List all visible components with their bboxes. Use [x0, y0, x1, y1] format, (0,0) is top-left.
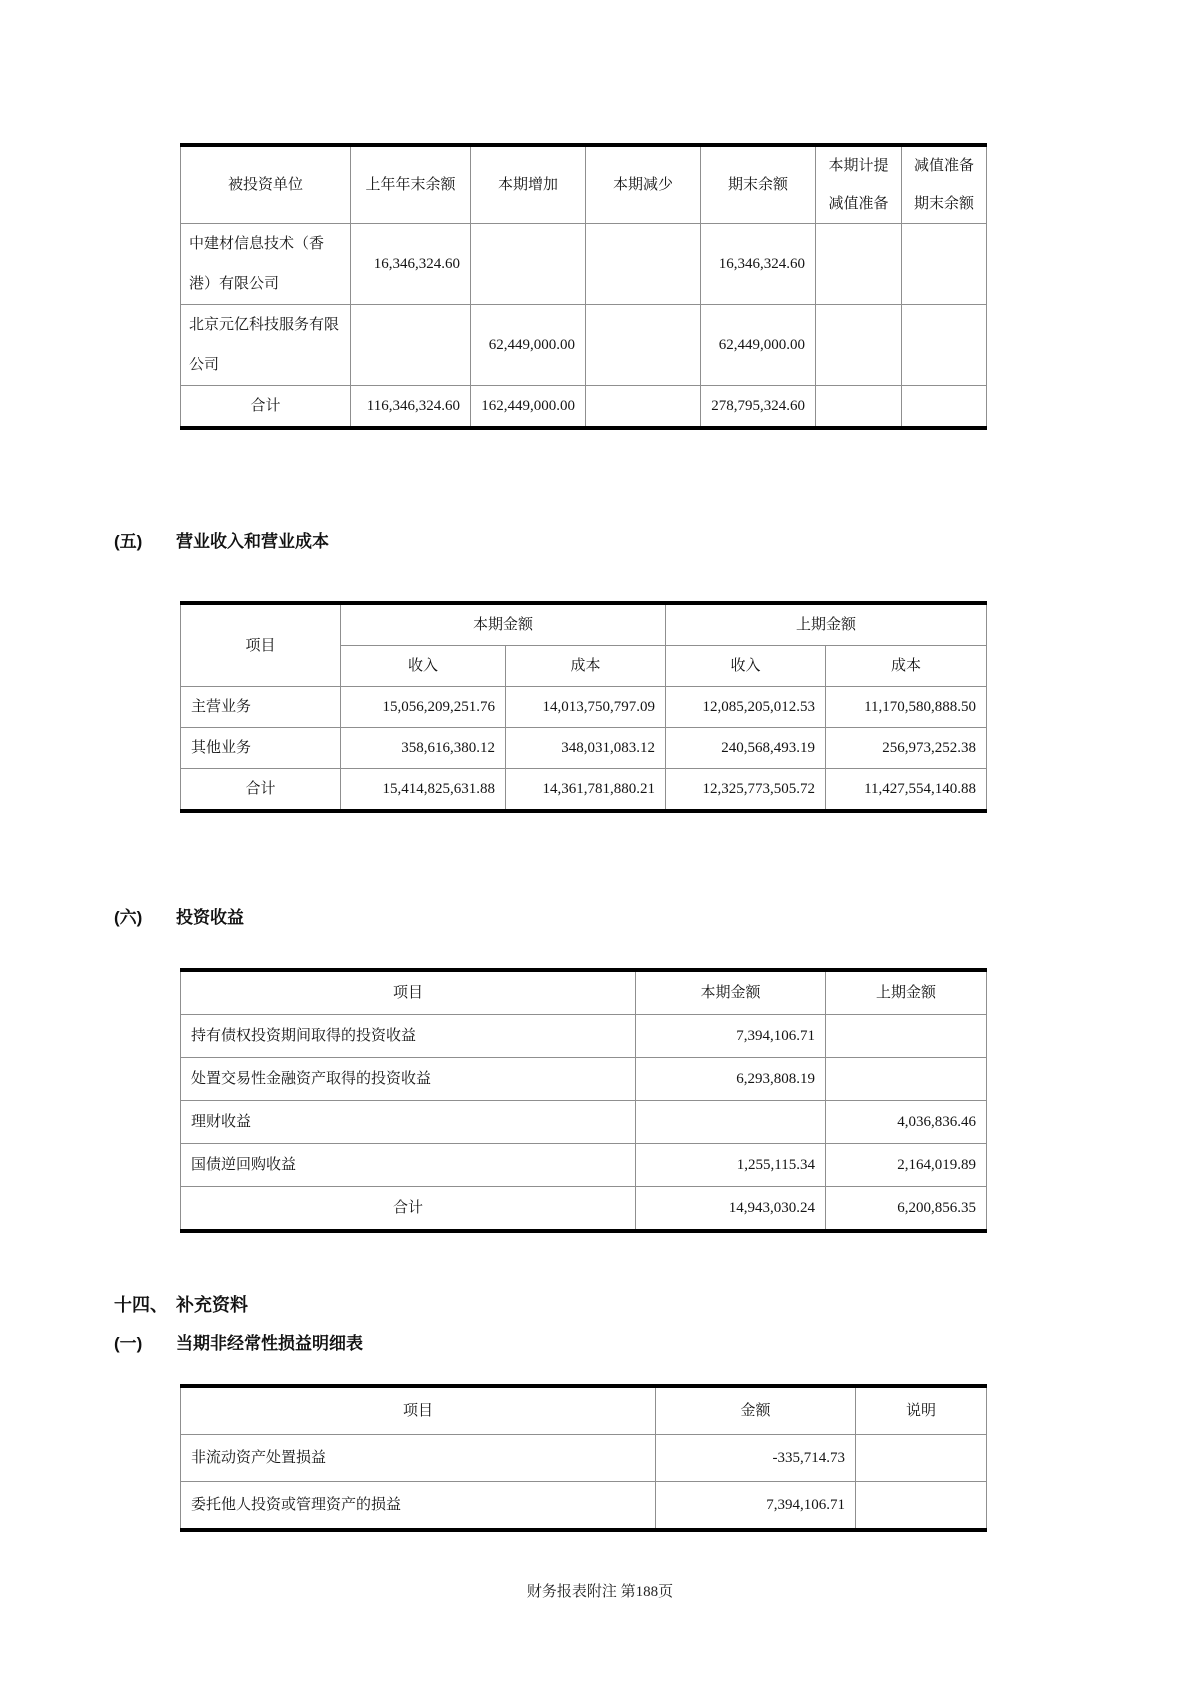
amount-cell [586, 386, 701, 429]
table-row [181, 1144, 987, 1187]
table-row [181, 687, 987, 728]
amount-cell [586, 224, 701, 305]
header-line: 减值准备 [828, 196, 889, 212]
page-footer: 财务报表附注 第188页 [526, 1584, 674, 1600]
amount-cell: 348,031,083.12 [506, 728, 666, 769]
non-recurring-items-table [180, 1384, 987, 1532]
column-header: 本期减少 [586, 145, 701, 224]
note-cell [856, 1482, 987, 1531]
section-14-heading [114, 1291, 248, 1317]
total-label: 合计 [181, 386, 351, 429]
table-row [181, 1482, 987, 1531]
header-row [181, 1386, 987, 1435]
section-number: (五) [114, 532, 143, 551]
revenue-cost-table [180, 601, 987, 813]
table-row [181, 305, 987, 386]
amount-cell [586, 305, 701, 386]
total-row [181, 386, 987, 429]
amount-cell: 14,943,030.24 [636, 1187, 826, 1232]
table-row [181, 1015, 987, 1058]
amount-cell: 12,085,205,012.53 [666, 687, 826, 728]
amount-cell [816, 386, 902, 429]
amount-cell: 116,346,324.60 [351, 386, 471, 429]
item-cell: 主营业务 [181, 687, 341, 728]
amount-cell: -335,714.73 [656, 1435, 856, 1482]
amount-cell: 16,346,324.60 [351, 224, 471, 305]
column-header: 收入 [666, 646, 826, 687]
amount-cell [636, 1101, 826, 1144]
amount-cell: 12,325,773,505.72 [666, 769, 826, 812]
total-row [181, 1187, 987, 1232]
amount-cell: 256,973,252.38 [826, 728, 987, 769]
amount-cell: 14,013,750,797.09 [506, 687, 666, 728]
amount-cell: 358,616,380.12 [341, 728, 506, 769]
amount-cell [826, 1015, 987, 1058]
table-row [181, 1435, 987, 1482]
amount-cell [902, 386, 987, 429]
column-header: 本期增加 [471, 145, 586, 224]
amount-cell: 2,164,019.89 [826, 1144, 987, 1187]
column-header [902, 145, 987, 224]
section-title: 当期非经常性损益明细表 [176, 1334, 363, 1353]
amount-cell: 14,361,781,880.21 [506, 769, 666, 812]
column-header: 说明 [856, 1386, 987, 1435]
header-line: 减值准备 [913, 158, 974, 174]
item-cell: 其他业务 [181, 728, 341, 769]
amount-cell [816, 305, 902, 386]
total-label: 合计 [181, 1187, 636, 1232]
item-cell: 委托他人投资或管理资产的损益 [181, 1482, 656, 1531]
column-header: 本期金额 [341, 603, 666, 646]
item-cell: 持有债权投资期间取得的投资收益 [181, 1015, 636, 1058]
column-header: 项目 [181, 603, 341, 687]
amount-cell: 62,449,000.00 [701, 305, 816, 386]
total-row [181, 769, 987, 812]
item-cell: 北京元亿科技服务有限公司 [181, 305, 351, 386]
header-row [181, 145, 987, 224]
amount-cell [816, 224, 902, 305]
header-row [181, 603, 987, 646]
amount-cell: 6,200,856.35 [826, 1187, 987, 1232]
section-title: 补充资料 [176, 1295, 248, 1315]
invested-units-table [180, 143, 987, 430]
section-6-heading [114, 903, 244, 928]
amount-cell: 6,293,808.19 [636, 1058, 826, 1101]
amount-cell: 278,795,324.60 [701, 386, 816, 429]
amount-cell: 7,394,106.71 [656, 1482, 856, 1531]
note-cell [856, 1435, 987, 1482]
amount-cell [351, 305, 471, 386]
total-label: 合计 [181, 769, 341, 812]
column-header: 上年年末余额 [351, 145, 471, 224]
amount-cell: 4,036,836.46 [826, 1101, 987, 1144]
amount-cell: 7,394,106.71 [636, 1015, 826, 1058]
amount-cell: 16,346,324.60 [701, 224, 816, 305]
item-cell: 非流动资产处置损益 [181, 1435, 656, 1482]
table-row [181, 1101, 987, 1144]
column-header: 上期金额 [666, 603, 987, 646]
item-cell: 处置交易性金融资产取得的投资收益 [181, 1058, 636, 1101]
column-header: 期末余额 [701, 145, 816, 224]
section-14-1-heading [114, 1329, 363, 1354]
amount-cell [471, 224, 586, 305]
column-header [816, 145, 902, 224]
header-row [181, 970, 987, 1015]
section-number: (六) [114, 908, 143, 927]
section-number: 十四、 [114, 1295, 168, 1315]
column-header: 成本 [826, 646, 987, 687]
table-row [181, 1058, 987, 1101]
section-title: 投资收益 [176, 908, 244, 927]
column-header: 成本 [506, 646, 666, 687]
item-cell: 国债逆回购收益 [181, 1144, 636, 1187]
section-number: (一) [114, 1334, 143, 1353]
amount-cell: 15,414,825,631.88 [341, 769, 506, 812]
amount-cell: 15,056,209,251.76 [341, 687, 506, 728]
column-header: 项目 [181, 1386, 656, 1435]
amount-cell: 1,255,115.34 [636, 1144, 826, 1187]
amount-cell [902, 224, 987, 305]
amount-cell: 11,170,580,888.50 [826, 687, 987, 728]
column-header: 本期金额 [636, 970, 826, 1015]
table-row [181, 728, 987, 769]
amount-cell: 162,449,000.00 [471, 386, 586, 429]
amount-cell [902, 305, 987, 386]
column-header: 金额 [656, 1386, 856, 1435]
amount-cell: 62,449,000.00 [471, 305, 586, 386]
column-header: 被投资单位 [181, 145, 351, 224]
table-row [181, 224, 987, 305]
investment-income-table [180, 968, 987, 1233]
item-cell: 中建材信息技术（香港）有限公司 [181, 224, 351, 305]
section-5-heading [114, 527, 329, 552]
header-line: 本期计提 [828, 158, 889, 174]
header-line: 期末余额 [913, 196, 974, 212]
item-cell: 理财收益 [181, 1101, 636, 1144]
column-header: 收入 [341, 646, 506, 687]
amount-cell: 11,427,554,140.88 [826, 769, 987, 812]
amount-cell [826, 1058, 987, 1101]
column-header: 项目 [181, 970, 636, 1015]
section-title: 营业收入和营业成本 [176, 532, 329, 551]
amount-cell: 240,568,493.19 [666, 728, 826, 769]
column-header: 上期金额 [826, 970, 987, 1015]
